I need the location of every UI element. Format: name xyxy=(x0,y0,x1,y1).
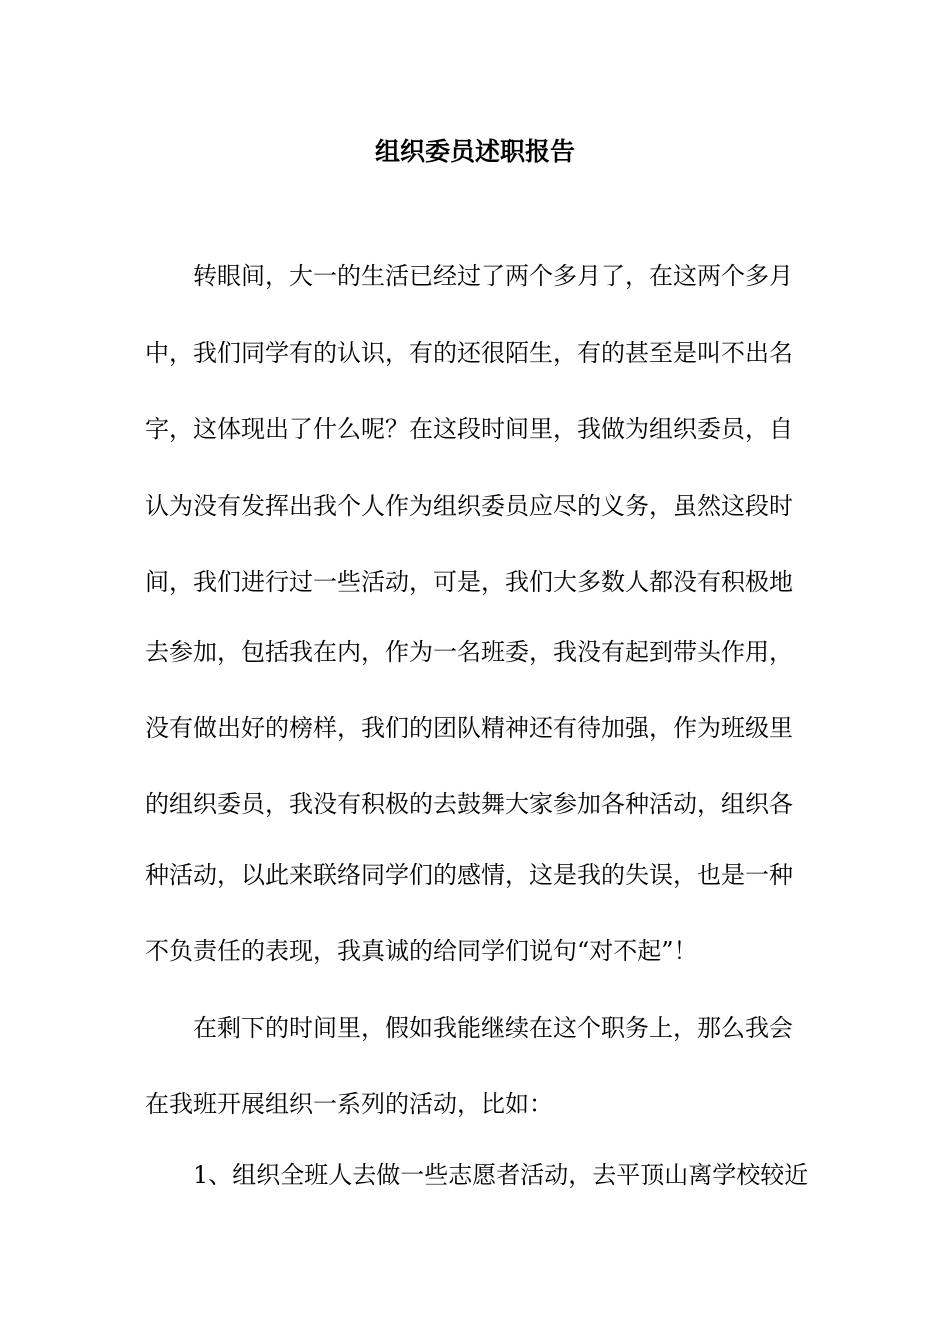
list-item-line: 1、组织全班人去做一些志愿者活动，去平顶山离学校较近 xyxy=(193,1161,809,1189)
paragraph-line: 在剩下的时间里，假如我能继续在这个职务上，那么我会 xyxy=(193,1014,793,1042)
document-title: 组织委员述职报告 xyxy=(374,137,575,166)
paragraph-line: 没有做出好的榜样，我们的团队精神还有待加强，作为班级里 xyxy=(145,714,793,742)
paragraph-line: 中，我们同学有的认识，有的还很陌生，有的甚至是叫不出名 xyxy=(145,339,793,367)
paragraph-line: 的组织委员，我没有积极的去鼓舞大家参加各种活动，组织各 xyxy=(145,790,793,818)
paragraph-line: 字，这体现出了什么呢？在这段时间里，我做为组织委员，自 xyxy=(145,415,793,443)
paragraph-line: 转眼间，大一的生活已经过了两个多月了，在这两个多月 xyxy=(193,262,793,290)
paragraph-line: 不负责任的表现，我真诚的给同学们说句“对不起”！ xyxy=(145,937,698,965)
paragraph-line: 种活动，以此来联络同学们的感情，这是我的失误，也是一种 xyxy=(145,861,793,889)
paragraph-line: 间，我们进行过一些活动，可是，我们大多数人都没有积极地 xyxy=(145,568,793,596)
paragraph-line: 在我班开展组织一系列的活动，比如： xyxy=(145,1090,553,1118)
paragraph-line: 认为没有发挥出我个人作为组织委员应尽的义务，虽然这段时 xyxy=(145,492,793,520)
paragraph-line: 去参加，包括我在内，作为一名班委，我没有起到带头作用， xyxy=(145,638,793,666)
